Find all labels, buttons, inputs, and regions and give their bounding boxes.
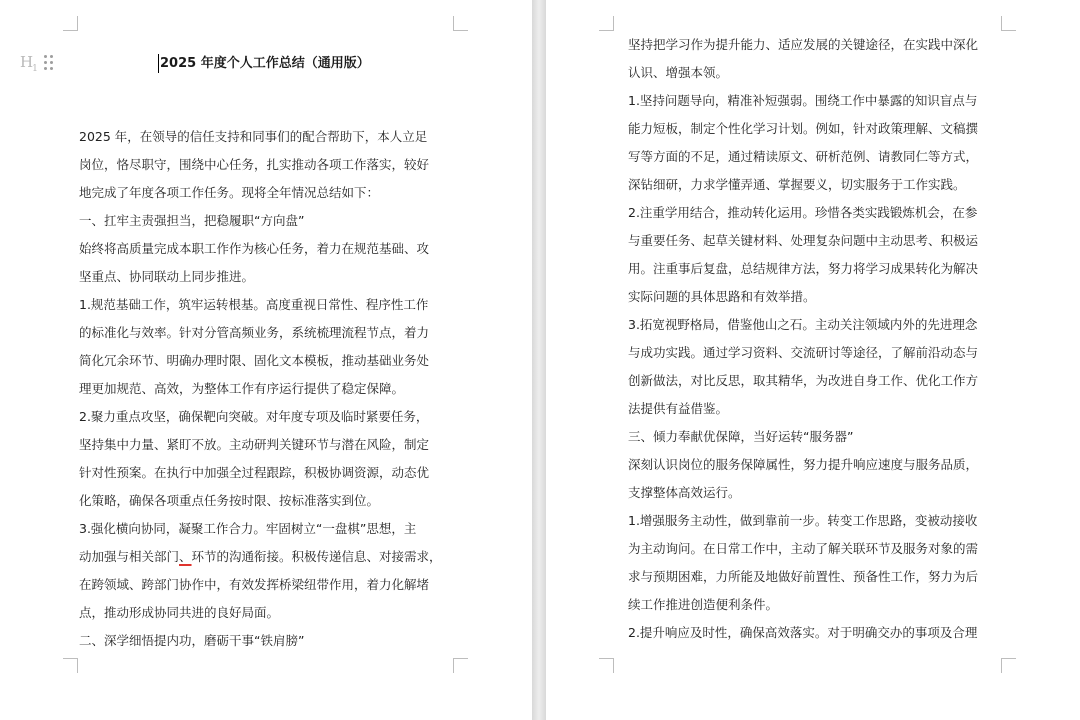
paragraph-line[interactable]: 续工作推进创造便利条件。 <box>628 597 779 612</box>
crop-mark <box>63 658 78 673</box>
paragraph-line[interactable]: 地完成了年度各项工作任务。现将全年情况总结如下： <box>79 185 380 200</box>
paragraph-line[interactable] <box>79 543 459 571</box>
paragraph-line[interactable]: 2.注重学用结合，推动转化运用。珍惜各类实践锻炼机会，在参 <box>628 205 978 220</box>
page-left[interactable] <box>0 0 532 720</box>
spellcheck-mark[interactable]: 、 <box>179 549 192 564</box>
paragraph-line[interactable]: 与成功实践。通过学习资料、交流研讨等途径，了解前沿动态与 <box>628 345 979 360</box>
paragraph-line[interactable]: 创新做法，对比反思，取其精华，为改进自身工作、优化工作方 <box>628 373 979 388</box>
paragraph-line[interactable]: 法提供有益借鉴。 <box>628 401 729 416</box>
paragraph-line[interactable]: 2.提升响应及时性，确保高效落实。对于明确交办的事项及合理 <box>628 625 978 640</box>
page-right[interactable] <box>546 0 1080 720</box>
paragraph-line[interactable]: 点，推动形成协同共进的良好局面。 <box>79 605 280 620</box>
paragraph-line[interactable]: 实际问题的具体思路和有效举措。 <box>628 289 816 304</box>
paragraph-line[interactable]: 理更加规范、高效，为整体工作有序运行提供了稳定保障。 <box>79 381 405 396</box>
crop-mark <box>1001 658 1016 673</box>
paragraph-line[interactable]: 岗位，恪尽职守，围绕中心任务，扎实推动各项工作落实，较好 <box>79 157 430 172</box>
crop-mark <box>599 16 614 31</box>
heading-level-icon[interactable]: $H_1$ <box>20 53 37 74</box>
left-page-body[interactable] <box>79 123 459 655</box>
paragraph-line[interactable]: 深钻细研，力求学懂弄通、掌握要义，切实服务于工作实践。 <box>628 177 966 192</box>
crop-mark <box>599 658 614 673</box>
paragraph-line[interactable]: 3.强化横向协同，凝聚工作合力。牢固树立“一盘棋”思想，主 <box>79 521 417 536</box>
text-caret <box>158 54 159 73</box>
paragraph-line[interactable]: 2025 年，在领导的信任支持和同事们的配合帮助下，本人立足 <box>79 129 428 144</box>
paragraph-line[interactable]: 写等方面的不足，通过精读原文、研析范例、请教同仁等方式， <box>628 149 979 164</box>
paragraph-line[interactable]: 支撑整体高效运行。 <box>628 485 741 500</box>
paragraph-line[interactable]: 简化冗余环节、明确办理时限、固化文本模板，推动基础业务处 <box>79 353 430 368</box>
paragraph-line[interactable]: 坚持把学习作为提升能力、适应发展的关键途径，在实践中深化 <box>628 37 979 52</box>
page-gutter <box>532 0 546 720</box>
text-run: 环节的沟通衔接。积极传递信息、对接需求， <box>191 549 442 564</box>
paragraph-line[interactable]: 的标准化与效率。针对分管高频业务，系统梳理流程节点，着力 <box>79 325 430 340</box>
paragraph-line[interactable]: 二、深学细悟提内功，磨砺干事“铁肩膀” <box>79 633 305 648</box>
paragraph-line[interactable]: 针对性预案。在执行中加强全过程跟踪，积极协调资源，动态优 <box>79 465 430 480</box>
paragraph-line[interactable]: 1.规范基础工作，筑牢运转根基。高度重视日常性、程序性工作 <box>79 297 429 312</box>
drag-handle-icon[interactable] <box>44 55 54 71</box>
paragraph-line[interactable]: 化策略，确保各项重点任务按时限、按标准落实到位。 <box>79 493 380 508</box>
right-page-body[interactable] <box>628 31 1008 647</box>
paragraph-line[interactable]: 能力短板，制定个性化学习计划。例如，针对政策理解、文稿撰 <box>628 121 979 136</box>
crop-mark <box>1001 16 1016 31</box>
paragraph-line[interactable]: 在跨领域、跨部门协作中，有效发挥桥梁纽带作用，着力化解堵 <box>79 577 430 592</box>
paragraph-line[interactable]: 1.增强服务主动性，做到靠前一步。转变工作思路，变被动接收 <box>628 513 978 528</box>
paragraph-line[interactable]: 三、倾力奉献优保障，当好运转“服务器” <box>628 429 854 444</box>
paragraph-line[interactable]: 1.坚持问题导向，精准补短强弱。围绕工作中暴露的知识盲点与 <box>628 93 978 108</box>
paragraph-line[interactable]: 与重要任务、起草关键材料、处理复杂问题中主动思考、积极运 <box>628 233 979 248</box>
crop-mark <box>453 16 468 31</box>
paragraph-line[interactable]: 始终将高质量完成本职工作作为核心任务，着力在规范基础、攻 <box>79 241 430 256</box>
paragraph-line[interactable]: 深刻认识岗位的服务保障属性，努力提升响应速度与服务品质， <box>628 457 979 472</box>
text-run: 动加强与相关部门 <box>79 549 180 564</box>
paragraph-line[interactable]: 3.拓宽视野格局，借鉴他山之石。主动关注领域内外的先进理念 <box>628 317 978 332</box>
paragraph-line[interactable]: 一、扛牢主责强担当，把稳履职“方向盘” <box>79 213 305 228</box>
paragraph-line[interactable]: 认识、增强本领。 <box>628 65 729 80</box>
paragraph-line[interactable]: 坚持集中力量、紧盯不放。主动研判关键环节与潜在风险，制定 <box>79 437 430 452</box>
crop-mark <box>453 658 468 673</box>
paragraph-line[interactable]: 坚重点、协同联动上同步推进。 <box>79 269 255 284</box>
paragraph-line[interactable]: 2.聚力重点攻坚，确保靶向突破。对年度专项及临时紧要任务， <box>79 409 429 424</box>
document-title[interactable]: 2025 年度个人工作总结（通用版） <box>160 56 370 71</box>
paragraph-line[interactable]: 求与预期困难，力所能及地做好前置性、预备性工作，努力为后 <box>628 569 979 584</box>
paragraph-line[interactable]: 用。注重事后复盘，总结规律方法，努力将学习成果转化为解决 <box>628 261 979 276</box>
paragraph-line[interactable]: 为主动询问。在日常工作中，主动了解关联环节及服务对象的需 <box>628 541 979 556</box>
crop-mark <box>63 16 78 31</box>
